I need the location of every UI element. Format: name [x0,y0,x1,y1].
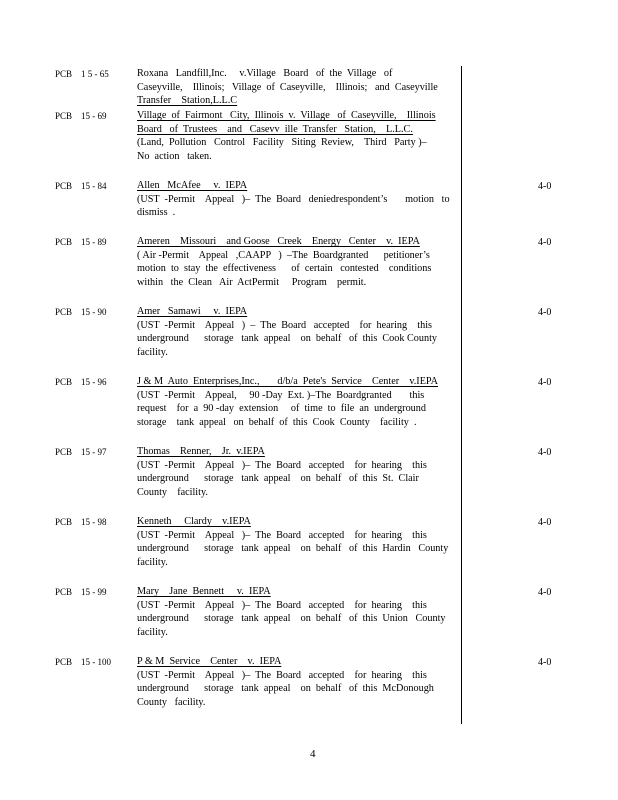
description-line: (Land, Pollution Control Facility Siting Review, Third Party )– [137,137,427,149]
description-line: motion to stay the effectiveness of certain contested conditions [137,263,432,275]
description-line: underground storage tank appeal on behalf of this Hardin County [137,543,449,555]
description-line: underground storage tank appeal on behalf of this Cook County [137,333,438,345]
case-prefix: PCB [55,181,73,191]
case-number: 15 - 84 [81,181,107,191]
description-line: facility. [137,346,168,358]
description-line: (UST -Permit Appeal )– The Board deniedrespondent’s motion to [137,193,450,205]
case-number: 15 - 69 [81,111,107,121]
description-line: within the Clean Air ActPermit Program permit. [137,276,367,288]
case-title: Amer Samawi v. IEPA [137,306,248,317]
description-line: underground storage tank appeal on behalf of this St. Clair [137,473,419,485]
vote-count: 4-0 [538,377,552,388]
description-line: (UST -Permit Appeal )– The Board accepted for hearing this [137,529,427,541]
description-line: County facility. [137,486,208,498]
vote-count: 4-0 [538,587,552,598]
case-number: 15 - 97 [81,447,107,457]
vote-count: 4-0 [538,181,552,192]
vote-count: 4-0 [538,517,552,528]
case-prefix: PCB [55,587,73,597]
case-title: Thomas Renner, Jr. v.IEPA [137,446,265,457]
case-title: P & M Service Center v. IEPA [137,656,282,667]
description-line: Transfer Station,L.L.C [137,95,238,107]
description-line: underground storage tank appeal on behalf of this Union County [137,613,446,625]
description-line: facility. [137,556,168,568]
case-title: Mary Jane Bennett v. IEPA [137,586,271,597]
description-line: (UST -Permit Appeal )– The Board accepted for hearing this [137,459,427,471]
case-description [137,655,455,709]
case-title: Ameren Missouri and Goose Creek Energy Center v. IEPA [137,236,420,247]
case-prefix: PCB [55,69,73,79]
case-description [137,585,455,639]
description-line: (UST -Permit Appeal, 90 -Day Ext. )–The Boardgranted this [137,389,425,401]
vote-count: 4-0 [538,447,552,458]
description-line: County facility. [137,696,206,708]
case-number: 15 - 98 [81,517,107,527]
description-line: (UST -Permit Appeal ) – The Board accepted for hearing this [137,319,432,331]
case-description [137,67,455,108]
case-prefix: PCB [55,377,73,387]
case-number: 15 - 89 [81,237,107,247]
description-line: dismiss . [137,207,176,219]
case-title: Allen McAfee v. IEPA [137,180,248,191]
page-number: 4 [310,748,316,760]
description-line: ( Air -Permit Appeal ,CAAPP ) –The Boardgranted petitioner’s [137,249,430,261]
case-description [137,305,455,359]
case-prefix: PCB [55,111,73,121]
description-line: underground storage tank appeal on behalf of this McDonough [137,683,434,695]
description-line: (UST -Permit Appeal )– The Board accepted for hearing this [137,599,427,611]
case-prefix: PCB [55,657,73,667]
case-description [137,515,455,569]
case-description [137,235,455,289]
case-number: 15 - 90 [81,307,107,317]
case-description [137,109,455,163]
case-number: 15 - 96 [81,377,107,387]
case-prefix: PCB [55,517,73,527]
description-line: Caseyville, Illinois; Village of Caseyville, Illinois; and Caseyville [137,81,438,93]
description-line: (UST -Permit Appeal )– The Board accepted for hearing this [137,669,427,681]
case-number: 15 - 100 [81,657,111,667]
case-number: 1 5 - 65 [81,69,109,79]
description-line: facility. [137,626,168,638]
case-prefix: PCB [55,237,73,247]
case-title: Board of Trustees and Casevv ille Transfer Station, L.L.C. [137,123,413,135]
case-title: Kenneth Clardy v.IEPA [137,516,251,527]
column-divider [461,66,462,724]
case-title: J & M Auto Enterprises,Inc., d/b/a Pete's Service Center v.IEPA [137,376,439,387]
description-line: No action taken. [137,150,212,162]
vote-count: 4-0 [538,237,552,248]
vote-count: 4-0 [538,307,552,318]
case-description [137,179,455,220]
description-line: storage tank appeal on behalf of this Cook County facility . [137,416,417,428]
case-prefix: PCB [55,307,73,317]
case-description [137,375,455,429]
case-prefix: PCB [55,447,73,457]
case-title: Village of Fairmont City, Illinois v. Village of Caseyville, Illinois [137,110,436,121]
vote-count: 4-0 [538,657,552,668]
description-line: request for a 90 -day extension of time to file an underground [137,403,426,415]
case-description [137,445,455,499]
case-number: 15 - 99 [81,587,107,597]
description-line: Roxana Landfill,Inc. v.Village Board of the Village of [137,68,393,79]
